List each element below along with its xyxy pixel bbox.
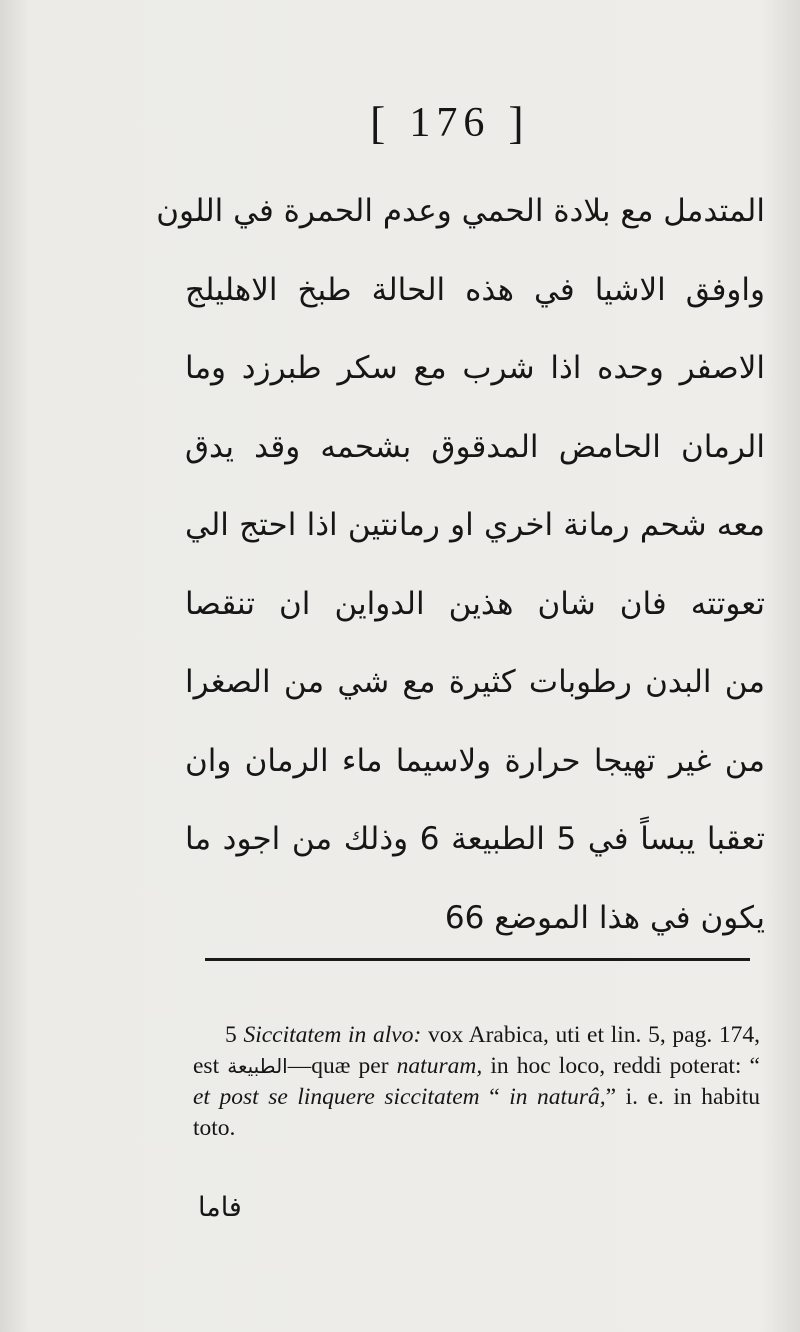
footnote-italic: Siccitatem in alvo: [243, 1022, 422, 1048]
footnote-italic: et post se linquere siccitatem [193, 1084, 480, 1110]
right-bracket: ] [508, 97, 530, 148]
arabic-line: المتدمل مع بلادة الحمي وعدم الحمرة في اللون [156, 193, 765, 229]
catchword: فاما [198, 1192, 242, 1223]
arabic-line: من البدن رطوبات كثيرة مع شي من الصغرا [185, 664, 765, 700]
footnote-number: 5 [225, 1022, 237, 1048]
footnote-text: —quæ per [287, 1053, 397, 1079]
arabic-line: من غير تهيجا حرارة ولاسيما ماء الرمان وان [185, 742, 765, 779]
arabic-text-block [156, 172, 765, 957]
arabic-line: الاصفر وحده اذا شرب مع سكر طبرزد وما [185, 350, 765, 386]
left-bracket: [ [370, 97, 392, 148]
arabic-line: يكون في هذا الموضع 66 [444, 899, 765, 936]
footnote-text: ” i. e. in habitu toto. [193, 1084, 760, 1141]
arabic-line: الرمان الحامض المدقوق بشحمه وقد يدق [185, 428, 765, 465]
page-number-header [370, 96, 590, 149]
footnote-text: vox Arabica, uti et lin. 5, pag. 174, est [193, 1022, 761, 1079]
footnote-text: in hoc loco, reddi poterat: “ [482, 1053, 760, 1079]
arabic-line: تعوتته فان شان هذين الدواين ان تنقصا [185, 585, 765, 622]
footnote-arabic-word: الطبيعة [227, 1054, 288, 1078]
arabic-line: معه شحم رمانة اخري او رمانتين اذا احتج الي [185, 507, 765, 543]
footnote-text: “ [479, 1084, 510, 1110]
footnote [193, 1020, 760, 1144]
footnote-italic: naturam, [396, 1053, 483, 1079]
page-number: 176 [409, 99, 491, 146]
arabic-line: تعقبا يبساً في 5 الطبيعة 6 وذلك من اجود ما [185, 821, 765, 857]
footnote-italic: in naturâ, [509, 1084, 606, 1110]
arabic-line: واوفق الاشيا في هذه الحالة طبخ الاهليلج [185, 271, 765, 308]
footnote-divider [205, 958, 750, 961]
